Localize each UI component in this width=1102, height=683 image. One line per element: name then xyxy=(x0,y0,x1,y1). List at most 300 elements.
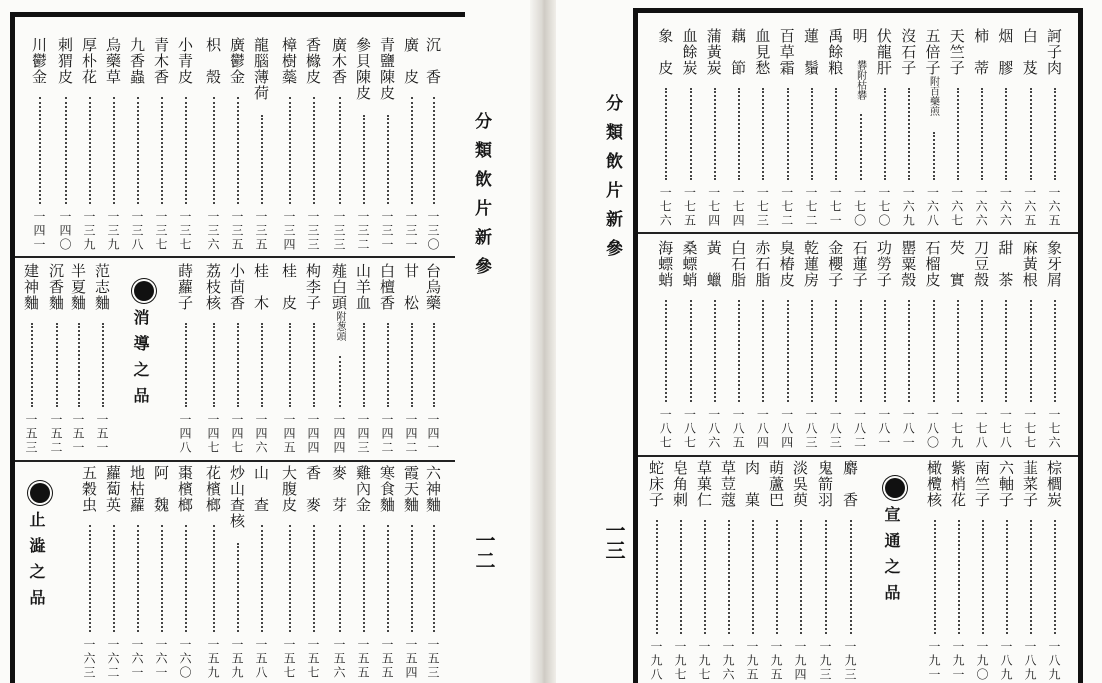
book-gutter xyxy=(530,0,556,683)
index-entry xyxy=(971,460,995,682)
entry-name-text: 香櫞皮 xyxy=(304,37,322,85)
entry-page-number: 一八三 xyxy=(804,408,818,450)
entry-name xyxy=(229,263,244,311)
entry-name xyxy=(425,263,440,311)
entry-name-text: 霞天麯 xyxy=(402,465,420,513)
entry-name xyxy=(229,465,244,529)
entry-name xyxy=(972,28,991,76)
entry-subnote: 礬附枯礬 xyxy=(854,60,866,100)
entry-name xyxy=(925,240,940,288)
right-row-divider-1 xyxy=(638,232,1078,234)
entry-page-number: 一五三 xyxy=(426,638,440,680)
entry-name xyxy=(331,465,346,513)
entry-page-number: 一六七 xyxy=(949,186,964,228)
entry-name xyxy=(305,37,320,85)
index-entry xyxy=(278,37,302,252)
entry-name xyxy=(842,460,857,508)
entry-name xyxy=(696,460,711,508)
dot-leader xyxy=(137,97,139,204)
entry-page-number: 一九七 xyxy=(673,640,687,682)
dot-leader xyxy=(714,300,716,402)
entry-name-text: 香 麥 xyxy=(304,465,322,513)
dot-leader xyxy=(89,525,91,632)
entry-name-text: 臭椿皮 xyxy=(777,240,796,288)
entry-name-text: 海螵蛸 xyxy=(656,240,675,288)
dot-leader xyxy=(261,525,263,632)
section-heading xyxy=(883,478,907,610)
entry-page-number: 一九〇 xyxy=(975,640,989,682)
index-entry xyxy=(328,37,352,252)
index-entry xyxy=(422,263,446,455)
entry-name-text: 麝 香 xyxy=(841,460,859,508)
index-entry xyxy=(679,28,703,228)
entry-page-number: 一八一 xyxy=(876,408,891,450)
right-page-number: 一三 xyxy=(602,520,626,560)
entry-page-number: 一九一 xyxy=(951,640,965,682)
entry-page-number: 一三一 xyxy=(380,210,394,252)
dot-leader xyxy=(411,323,413,407)
entry-name xyxy=(817,460,832,508)
index-entry xyxy=(422,465,446,680)
entry-name-text: 芡 實 xyxy=(947,240,966,288)
index-entry xyxy=(202,37,226,252)
dot-leader xyxy=(738,88,740,180)
entry-page-number: 一六九 xyxy=(901,186,916,228)
entry-name xyxy=(729,240,748,288)
entry-name xyxy=(768,460,783,508)
index-entry xyxy=(78,37,102,252)
dot-leader xyxy=(411,525,413,632)
entry-name-text: 五倍子 xyxy=(923,28,942,76)
dot-leader xyxy=(665,300,667,402)
entry-name xyxy=(425,37,440,85)
entry-name-text: 大腹皮 xyxy=(280,465,298,513)
entry-name-text: 麥 芽 xyxy=(330,465,348,513)
entry-page-number: 一四四 xyxy=(332,413,346,455)
index-entry xyxy=(352,263,376,455)
dot-leader xyxy=(39,97,41,204)
dot-leader xyxy=(313,323,315,407)
right-row-divider-2 xyxy=(638,455,1078,457)
entry-name xyxy=(355,465,370,513)
index-entry xyxy=(150,37,174,252)
index-entry xyxy=(226,263,250,455)
entry-subnote: 附百藥煎 xyxy=(927,76,939,116)
left-running-title: 分類飲片新參 xyxy=(471,112,491,286)
index-entry xyxy=(1043,240,1067,450)
entry-name-text: 蓮 鬚 xyxy=(802,28,820,76)
index-entry xyxy=(703,28,727,228)
entry-name-text: 血見愁 xyxy=(753,28,772,76)
index-entry xyxy=(849,28,873,228)
entry-name xyxy=(753,240,772,288)
entry-name-text: 九香蟲 xyxy=(128,37,146,85)
entry-name-text: 棗檳榔 xyxy=(176,465,194,513)
index-entry xyxy=(839,460,863,682)
entry-name xyxy=(177,263,192,311)
entry-name-text: 六軸子 xyxy=(997,460,1015,508)
dot-leader xyxy=(363,525,365,632)
dot-leader xyxy=(102,323,104,407)
index-entry xyxy=(352,465,376,680)
dot-leader xyxy=(1006,520,1008,634)
entry-name-text: 桂 皮 xyxy=(280,263,298,311)
entry-name-text: 廣 皮 xyxy=(402,37,420,85)
entry-name-text: 赤石脂 xyxy=(753,240,772,288)
entry-page-number: 一六〇 xyxy=(178,638,192,680)
entry-page-number: 一七八 xyxy=(998,408,1013,450)
index-entry xyxy=(946,28,970,228)
dot-leader xyxy=(213,323,215,407)
dot-leader xyxy=(704,520,706,634)
entry-page-number: 一三六 xyxy=(206,210,220,252)
dot-leader xyxy=(261,323,263,407)
entry-name xyxy=(876,28,891,76)
dot-leader xyxy=(738,300,740,402)
entry-name-text: 白檀香 xyxy=(378,263,396,311)
index-entry xyxy=(1019,28,1043,228)
dot-leader xyxy=(213,525,215,632)
index-entry xyxy=(800,28,824,228)
entry-page-number: 一九六 xyxy=(721,640,735,682)
dot-leader xyxy=(137,525,139,632)
entry-page-number: 一五九 xyxy=(230,638,244,680)
dot-leader xyxy=(934,520,936,634)
entry-page-number: 一五八 xyxy=(254,638,268,680)
entry-page-number: 一三九 xyxy=(82,210,96,252)
dot-leader xyxy=(728,520,730,634)
entry-name-text: 百草霜 xyxy=(777,28,796,76)
dot-leader xyxy=(933,300,935,402)
entry-page-number: 一八四 xyxy=(779,408,794,450)
entry-name-text: 台烏藥 xyxy=(424,263,442,311)
dot-leader xyxy=(1005,88,1007,180)
index-entry xyxy=(897,28,921,228)
entry-page-number: 一五一 xyxy=(95,413,109,455)
entry-page-number: 一三四 xyxy=(282,210,296,252)
entry-name-text: 訶子肉 xyxy=(1045,28,1063,76)
entry-page-number: 一九七 xyxy=(697,640,711,682)
entry-name xyxy=(899,240,918,288)
entry-page-number: 一三五 xyxy=(254,210,268,252)
entry-name xyxy=(425,465,440,513)
entry-name-text: 范志麯 xyxy=(93,263,111,311)
entry-name xyxy=(355,37,370,101)
entry-name-text: 伏龍肝 xyxy=(874,28,893,76)
entry-page-number: 一六六 xyxy=(998,186,1013,228)
index-entry xyxy=(250,263,274,455)
index-entry xyxy=(814,460,838,682)
dot-leader xyxy=(213,97,215,204)
entry-page-number: 一四七 xyxy=(230,413,244,455)
entry-name-text: 花檳榔 xyxy=(204,465,222,513)
entry-name-text: 厚朴花 xyxy=(80,37,98,85)
entry-name-text: 血餘炭 xyxy=(680,28,699,76)
entry-page-number: 一四三 xyxy=(356,413,370,455)
dot-leader xyxy=(237,543,239,632)
entry-name xyxy=(253,263,268,311)
entry-name xyxy=(281,263,296,311)
dot-leader xyxy=(1005,300,1007,402)
entry-name-text: 蒔蘿子 xyxy=(176,263,194,311)
entry-name-text: 白石脂 xyxy=(729,240,748,288)
dot-leader xyxy=(800,520,802,634)
dot-leader xyxy=(339,525,341,632)
index-entry xyxy=(150,465,174,680)
entry-page-number: 一五五 xyxy=(356,638,370,680)
entry-page-number: 一四二 xyxy=(404,413,418,455)
entry-name-text: 蘿蔔英 xyxy=(104,465,122,513)
entry-name-text: 淡吳萸 xyxy=(791,460,809,508)
dot-leader xyxy=(56,323,58,407)
entry-name-text: 萌蘆巴 xyxy=(767,460,785,508)
index-entry xyxy=(994,28,1018,228)
entry-name xyxy=(379,37,394,101)
entry-name xyxy=(70,263,85,311)
entry-name-text: 藕 節 xyxy=(729,28,748,76)
entry-name xyxy=(403,37,418,85)
section-heading xyxy=(28,483,52,615)
dot-leader xyxy=(762,300,764,402)
entry-name xyxy=(996,240,1015,288)
index-entry xyxy=(78,465,102,680)
entry-name xyxy=(706,28,721,76)
dot-leader xyxy=(363,323,365,407)
entry-page-number: 一五七 xyxy=(282,638,296,680)
entry-name-text: 廣鬱金 xyxy=(228,37,246,85)
index-entry xyxy=(800,240,824,450)
dot-leader xyxy=(860,114,862,180)
entry-name xyxy=(826,28,845,76)
entry-page-number: 一五二 xyxy=(49,413,63,455)
index-entry xyxy=(54,37,78,252)
entry-page-number: 一九三 xyxy=(843,640,857,682)
entry-page-number: 一四一 xyxy=(32,210,46,252)
entry-name-text: 金櫻子 xyxy=(826,240,845,288)
dot-leader xyxy=(787,300,789,402)
entry-page-number: 一五四 xyxy=(404,638,418,680)
index-entry xyxy=(1043,460,1067,682)
left-row-divider-2 xyxy=(15,460,455,462)
entry-page-number: 一八七 xyxy=(682,408,697,450)
index-entry xyxy=(376,37,400,252)
entry-name-text: 鬼箭羽 xyxy=(816,460,834,508)
entry-name-text: 半夏麯 xyxy=(69,263,87,311)
entry-page-number: 一八四 xyxy=(755,408,770,450)
entry-page-number: 一四四 xyxy=(306,413,320,455)
entry-page-number: 一四七 xyxy=(206,413,220,455)
dot-leader xyxy=(339,356,341,407)
section-heading xyxy=(132,281,156,413)
dot-leader xyxy=(113,525,115,632)
index-entry xyxy=(654,28,678,228)
entry-name xyxy=(949,28,964,76)
dot-leader xyxy=(237,323,239,407)
index-entry xyxy=(693,460,717,682)
entry-page-number: 一五一 xyxy=(71,413,85,455)
entry-name xyxy=(656,240,675,288)
entry-name xyxy=(253,37,268,101)
entry-name xyxy=(720,460,735,508)
entry-page-number: 一八九 xyxy=(999,640,1013,682)
entry-name xyxy=(792,460,807,508)
entry-subnote: 附葱頭 xyxy=(334,311,345,341)
dot-leader xyxy=(690,88,692,180)
dot-leader xyxy=(89,97,91,204)
entry-name xyxy=(803,28,818,76)
dot-leader xyxy=(884,300,886,402)
entry-name xyxy=(826,240,845,288)
index-entry xyxy=(776,28,800,228)
index-entry xyxy=(727,240,751,450)
entry-page-number: 一三七 xyxy=(154,210,168,252)
entry-page-number: 一九三 xyxy=(818,640,832,682)
dot-leader xyxy=(289,323,291,407)
index-entry xyxy=(45,263,69,455)
dot-leader xyxy=(433,525,435,632)
entry-name xyxy=(1022,240,1037,288)
entry-page-number: 一八九 xyxy=(1023,640,1037,682)
right-running-title: 分類飲片新參 xyxy=(602,94,622,268)
index-entry xyxy=(67,263,91,455)
entry-page-number: 一六六 xyxy=(974,186,989,228)
index-entry xyxy=(174,37,198,252)
index-entry xyxy=(328,465,352,680)
entry-name xyxy=(1046,28,1061,76)
index-entry xyxy=(703,240,727,450)
index-entry xyxy=(278,465,302,680)
dot-leader xyxy=(957,300,959,402)
dot-leader xyxy=(1054,520,1056,634)
entry-name-text: 沉香麯 xyxy=(47,263,65,311)
entry-name xyxy=(281,37,296,85)
index-entry xyxy=(376,465,400,680)
index-entry xyxy=(654,240,678,450)
dot-leader xyxy=(908,88,910,180)
entry-name xyxy=(950,460,965,508)
section-bullet-icon xyxy=(134,281,154,301)
dot-leader xyxy=(776,520,778,634)
index-entry xyxy=(400,465,424,680)
entry-name xyxy=(153,465,168,513)
index-entry xyxy=(970,28,994,228)
dot-leader xyxy=(387,323,389,407)
dot-leader xyxy=(957,88,959,180)
entry-name-text: 沉 香 xyxy=(424,37,442,85)
dot-leader xyxy=(1054,88,1056,180)
entry-name xyxy=(31,37,46,85)
dot-leader xyxy=(1030,520,1032,634)
entry-name-text: 桑螵蛸 xyxy=(680,240,699,288)
dot-leader xyxy=(860,300,862,402)
index-entry xyxy=(226,465,250,680)
entry-page-number: 一九五 xyxy=(769,640,783,682)
dot-leader xyxy=(185,97,187,204)
entry-name-text: 廣木香 xyxy=(330,37,348,85)
dot-leader xyxy=(161,97,163,204)
entry-page-number: 一五七 xyxy=(306,638,320,680)
entry-name xyxy=(177,37,192,85)
section-bullet-icon xyxy=(30,483,50,503)
dot-leader xyxy=(387,115,389,204)
dot-leader xyxy=(981,300,983,402)
entry-name xyxy=(972,240,991,288)
dot-leader xyxy=(680,520,682,634)
entry-name-text: 山 查 xyxy=(252,465,270,513)
entry-name xyxy=(876,240,891,288)
entry-name-text: 刺猬皮 xyxy=(56,37,74,85)
entry-name-text: 明 xyxy=(850,28,869,60)
index-entry xyxy=(824,28,848,228)
entry-page-number: 一三八 xyxy=(130,210,144,252)
entry-name-text: 薤白頭 xyxy=(330,263,348,311)
entry-name xyxy=(998,460,1013,508)
entry-page-number: 一五五 xyxy=(380,638,394,680)
entry-name-text: 皂角刺 xyxy=(671,460,689,508)
entry-name-text: 石蓮子 xyxy=(850,240,869,288)
entry-name xyxy=(177,465,192,513)
entry-name xyxy=(672,460,687,508)
dot-leader xyxy=(811,88,813,180)
entry-name xyxy=(779,28,794,76)
entry-page-number: 一六五 xyxy=(1047,186,1061,228)
entry-name xyxy=(682,240,697,288)
entry-name xyxy=(57,37,72,85)
index-entry xyxy=(849,240,873,450)
index-entry xyxy=(645,460,669,682)
entry-page-number: 一七一 xyxy=(828,186,843,228)
entry-page-number: 一七六 xyxy=(658,186,673,228)
index-entry xyxy=(995,460,1019,682)
entry-name xyxy=(1022,28,1037,76)
dot-leader xyxy=(835,88,837,180)
entry-page-number: 一三三 xyxy=(306,210,320,252)
dot-leader xyxy=(289,525,291,632)
index-entry xyxy=(824,240,848,450)
index-entry xyxy=(250,465,274,680)
index-entry xyxy=(91,263,115,455)
entry-page-number: 一九一 xyxy=(927,640,941,682)
entry-name-text: 刀豆殼 xyxy=(972,240,991,288)
entry-page-number: 一五九 xyxy=(206,638,220,680)
entry-name-text: 橄欖核 xyxy=(925,460,943,508)
entry-name-text: 寒食麯 xyxy=(378,465,396,513)
entry-page-number: 一六二 xyxy=(106,638,120,680)
dot-leader xyxy=(690,300,692,402)
entry-name-text: 白 芨 xyxy=(1020,28,1039,76)
entry-name xyxy=(1046,460,1061,508)
entry-name-text: 炒山查核 xyxy=(228,465,246,529)
entry-name xyxy=(281,465,296,513)
dot-leader xyxy=(261,115,263,204)
index-entry xyxy=(741,460,765,682)
entry-name-text: 肉 菓 xyxy=(743,460,761,508)
entry-page-number: 一七三 xyxy=(755,186,770,228)
entry-name xyxy=(779,240,794,288)
entry-page-number: 一三七 xyxy=(178,210,192,252)
entry-name xyxy=(81,37,96,85)
entry-name xyxy=(129,37,144,85)
entry-name xyxy=(852,28,867,100)
index-entry xyxy=(947,460,971,682)
dot-leader xyxy=(825,520,827,634)
index-entry xyxy=(1043,28,1067,228)
section-title: 宣通之品 xyxy=(882,506,901,610)
entry-name-text: 龍腦薄荷 xyxy=(252,37,270,101)
dot-leader xyxy=(313,525,315,632)
index-entry xyxy=(776,240,800,450)
entry-page-number: 一六三 xyxy=(82,638,96,680)
